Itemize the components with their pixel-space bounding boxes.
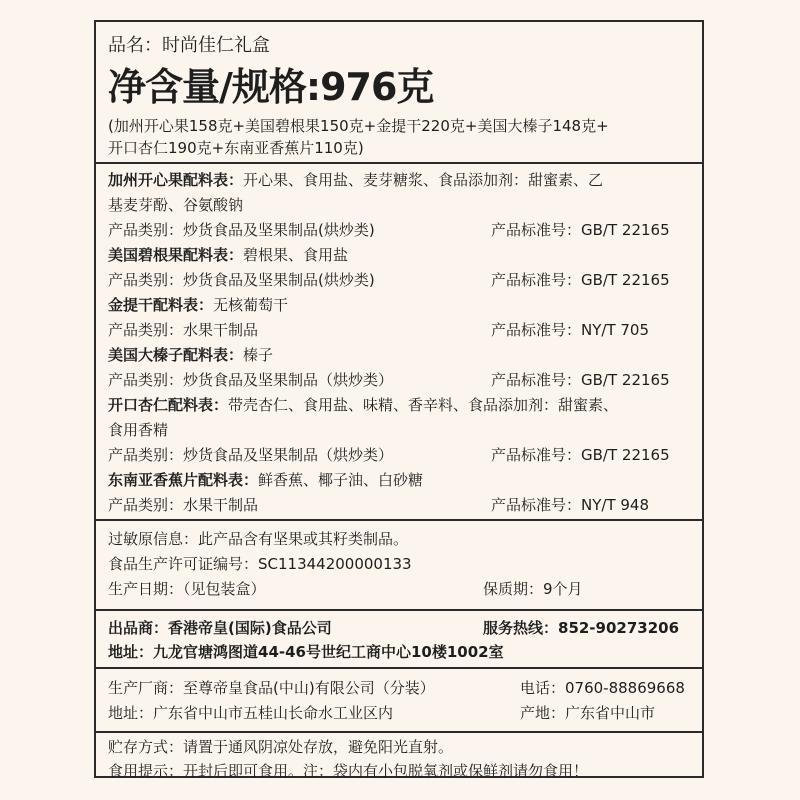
pecan-label: 美国碧根果配料表： [108,246,244,264]
publisher-row [108,616,694,640]
pecan-category: 产品类别：炒货食品及坚果制品(烘炒类) [108,271,375,289]
manufacturer-row [108,676,694,700]
hazelnut-standard: 产品标准号：GB/T 22165 [491,371,670,389]
pistachio-text: 开心果、食用盐、麦芽糖浆、食品添加剂：甜蜜素、乙 [243,171,604,189]
raisin-label: 金提干配料表： [108,296,214,314]
origin: 产地：广东省中山市 [520,704,656,722]
almond-ingredients-cont: 食用香精 [108,421,169,439]
banana-standard: 产品标准号：NY/T 948 [491,496,649,514]
net-content: 净含量/规格:976克 [108,65,434,109]
info-section [96,521,702,611]
storage-method: 贮存方式：请置于通风阴凉处存放，避免阳光直射。 [108,738,454,756]
raisin-ingredients [108,293,694,317]
date-row [108,577,694,601]
almond-text: 带壳杏仁、食用盐、味精、香辛料、食品添加剂：甜蜜素、 [228,396,619,414]
shelf-life: 保质期：9个月 [483,580,583,598]
hazelnut-meta [108,368,694,392]
hazelnut-text: 榛子 [243,346,274,364]
hazelnut-category: 产品类别：炒货食品及坚果制品（烘炒类） [108,371,394,389]
composition-line-1: (加州开心果158克+美国碧根果150克+金提干220克+美国大榛子148克+ [108,117,609,135]
raisin-text: 无核葡萄干 [213,296,289,314]
manufacturer-section [96,669,702,733]
hazelnut-ingredients [108,343,694,367]
banana-ingredients [108,468,694,492]
pecan-meta [108,268,694,292]
almond-category: 产品类别：炒货食品及坚果制品（烘炒类） [108,446,394,464]
storage-section [96,733,702,786]
ingredients-section [96,164,702,521]
manufacturer-address-row [108,701,694,725]
pistachio-meta [108,218,694,242]
product-label [94,20,704,778]
eating-tips: 食用提示：开封后即可食用。注：袋内有小包脱氧剂或保鲜剂请勿食用！ [108,762,589,780]
pistachio-category: 产品类别：炒货食品及坚果制品(烘炒类) [108,221,375,239]
publisher-name: 出品商：香港帝皇(国际)食品公司 [108,619,332,637]
pistachio-label: 加州开心果配料表： [108,171,244,189]
pistachio-ingredients [108,168,694,192]
pecan-ingredients [108,243,694,267]
allergen-info: 过敏原信息：此产品含有坚果或其籽类制品。 [108,530,409,548]
banana-label: 东南亚香蕉片配料表： [108,471,259,489]
raisin-meta [108,318,694,342]
pecan-standard: 产品标准号：GB/T 22165 [491,271,670,289]
pistachio-ingredients-cont: 基麦芽酚、谷氨酸钠 [108,196,244,214]
license-number: 食品生产许可证编号：SC11344200000133 [108,555,412,573]
hazelnut-label: 美国大榛子配料表： [108,346,244,364]
pistachio-standard: 产品标准号：GB/T 22165 [491,221,670,239]
almond-meta [108,443,694,467]
product-name: 品名：时尚佳仁礼盒 [108,35,270,56]
almond-label: 开口杏仁配料表： [108,396,229,414]
almond-ingredients [108,393,694,417]
production-date: 生产日期：（见包装盒） [108,580,266,598]
pecan-text: 碧根果、食用盐 [243,246,349,264]
header-section [96,22,702,164]
almond-standard: 产品标准号：GB/T 22165 [491,446,670,464]
composition-line-2: 开口杏仁190克+东南亚香蕉片110克) [108,139,364,157]
banana-category: 产品类别：水果干制品 [108,496,259,514]
raisin-standard: 产品标准号：NY/T 705 [491,321,649,339]
manufacturer-address: 地址：广东省中山市五桂山长命水工业区内 [108,704,394,722]
banana-text: 鲜香蕉、椰子油、白砂糖 [258,471,424,489]
manufacturer-name: 生产厂商：至尊帝皇食品(中山)有限公司（分装） [108,679,435,697]
manufacturer-phone: 电话：0760-88869668 [520,679,685,697]
banana-meta [108,493,694,517]
raisin-category: 产品类别：水果干制品 [108,321,259,339]
publisher-address: 地址：九龙官塘鸿图道44-46号世纪工商中心10楼1002室 [108,643,504,661]
service-hotline: 服务热线：852-90273206 [483,619,680,637]
publisher-section [96,611,702,669]
